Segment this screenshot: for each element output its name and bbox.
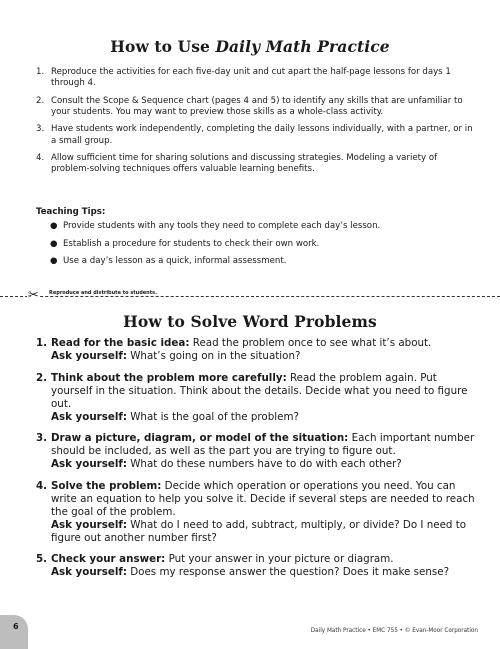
step-text: Consult the Scope & Sequence chart (pages 4 and 5) to identify any skills that are unfamiliar to your students. You may want to preview those skills as a whole-class activity. <box>51 95 463 117</box>
step-heading: Think about the problem more carefully: <box>51 371 287 384</box>
cut-line <box>0 288 500 303</box>
step-number: 2. <box>36 371 48 384</box>
step-text: Reproduce the activities for each five-day unit and cut apart the half-page lessons for days 1 through 4. <box>51 67 451 89</box>
step-number: 3. <box>36 124 45 135</box>
list-item <box>36 124 476 146</box>
list-item <box>50 239 470 250</box>
page-number: 6 <box>13 622 19 631</box>
dashed-divider <box>0 296 500 297</box>
step-number: 4. <box>36 479 48 492</box>
step-text: Put your answer in your picture or diagram. <box>165 553 394 566</box>
bullet-icon: ● <box>50 221 58 231</box>
list-item <box>36 432 476 471</box>
ask-yourself-text: What do these numbers have to do with each other? <box>126 458 402 471</box>
list-item <box>50 256 470 267</box>
teaching-tips-heading: Teaching Tips: <box>36 207 106 217</box>
step-number: 2. <box>36 95 45 106</box>
section-title-how-to-use <box>0 37 500 56</box>
list-item <box>36 372 476 424</box>
step-number: 5. <box>36 553 48 566</box>
title-plain: How to Use <box>110 37 216 56</box>
word-problem-steps-list <box>36 337 476 588</box>
step-text: Decide which operation or operations you need. You can write an equation to help you solve it. Decide if several steps are needed to reach the goal of the problem. <box>51 479 475 518</box>
list-item <box>36 337 476 363</box>
step-heading: Check your answer: <box>51 553 166 566</box>
ask-yourself-text: Does my response answer the question? Does it make sense? <box>126 566 450 579</box>
ask-yourself-text: What is the goal of the problem? <box>126 410 299 423</box>
tip-text: Establish a procedure for students to check their own work. <box>63 238 320 249</box>
usage-steps-list <box>36 67 476 182</box>
ask-yourself-label: Ask yourself: <box>51 566 127 579</box>
list-item <box>36 96 476 118</box>
scissors-icon: ✂ <box>28 288 39 303</box>
ask-yourself-label: Ask yourself: <box>51 410 127 423</box>
page-number-tab <box>0 615 28 649</box>
bullet-icon: ● <box>50 256 58 267</box>
step-text: Read the problem once to see what it’s about. <box>189 337 432 349</box>
step-heading: Read for the basic idea: <box>51 337 190 349</box>
section-title-word-problems: How to Solve Word Problems <box>123 312 377 331</box>
step-number: 3. <box>36 432 48 445</box>
step-text: Allow sufficient time for sharing solutions and discussing strategies. Modeling a variety of problem-solving techniques offers valuable learning benefits. <box>51 153 438 175</box>
ask-yourself-text: What do I need to add, subtract, multiply, or divide? Do I need to figure out another number first? <box>51 518 467 544</box>
tip-text: Provide students with any tools they need to complete each day’s lesson. <box>63 221 381 231</box>
list-item <box>50 221 470 232</box>
title-italic: Daily Math Practice <box>215 37 390 56</box>
teaching-tips-list <box>50 221 470 274</box>
ask-yourself-label: Ask yourself: <box>51 518 127 531</box>
step-heading: Solve the problem: <box>51 479 162 492</box>
step-text: Have students work independently, completing the daily lessons individually, with a partner, or in a small group. <box>51 124 473 146</box>
step-number: 4. <box>36 153 45 164</box>
list-item <box>36 67 476 89</box>
step-number: 1. <box>36 337 48 349</box>
bullet-icon: ● <box>50 238 58 249</box>
step-heading: Draw a picture, diagram, or model of the situation: <box>51 432 349 445</box>
ask-yourself-label: Ask yourself: <box>51 350 127 362</box>
ask-yourself-text: What’s going on in the situation? <box>126 350 301 362</box>
list-item <box>36 153 476 175</box>
step-text: Each important number should be included, as well as the part you are trying to figure out. <box>51 432 475 458</box>
step-number: 1. <box>36 67 45 77</box>
step-text: Read the problem again. Put yourself in the situation. Think about the details. Decide what you need to figure out. <box>51 371 468 410</box>
ask-yourself-label: Ask yourself: <box>51 458 127 471</box>
footer-credit: Daily Math Practice • EMC 755 • © Evan-Moor Corporation <box>310 628 478 634</box>
list-item <box>36 553 476 579</box>
cut-line-label: Reproduce and distribute to students. <box>49 290 157 296</box>
list-item <box>36 480 476 545</box>
tip-text: Use a day’s lesson as a quick, informal assessment. <box>63 256 287 267</box>
